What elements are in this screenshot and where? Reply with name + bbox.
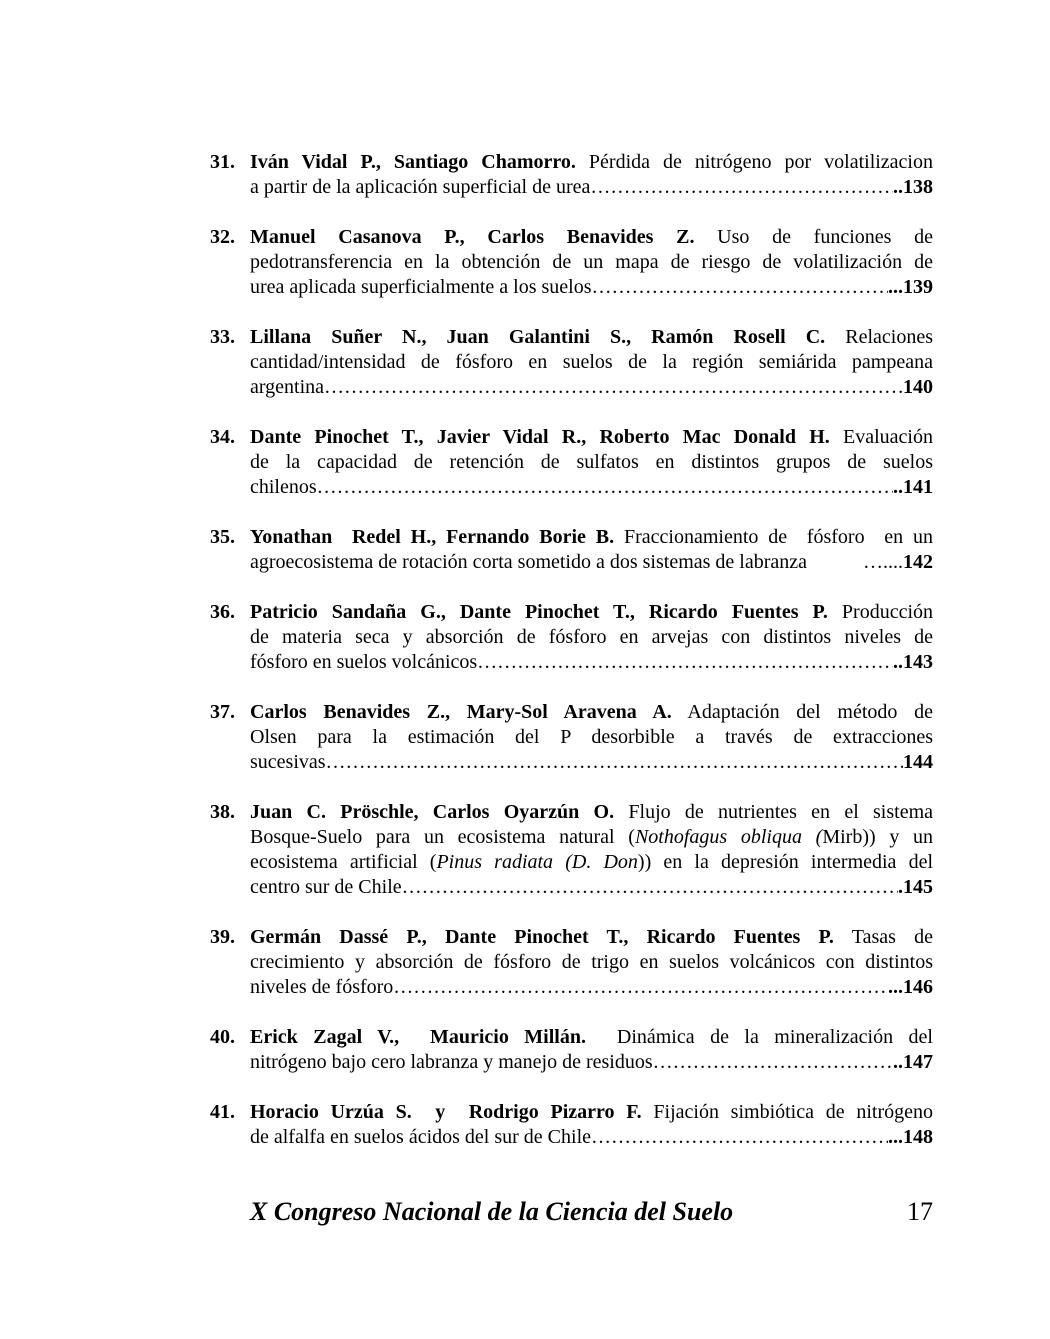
entry-body [250,325,933,400]
entry-title-line: Mirb)) y un [822,826,933,848]
toc-entry [210,1100,933,1150]
entry-title-line: Pérdida de nitrógeno por volatilizacion [588,151,933,173]
dot-leader [326,750,903,775]
entry-title-line: centro sur de Chile [250,876,402,898]
dot-leader [477,650,893,675]
entry-number: 32. [210,226,235,248]
entry-title-line: chilenos [250,476,317,498]
entry-body [250,525,933,575]
entry-title-line: Flujo de nutrientes en el sistema [628,801,933,823]
entry-title-line: Bosque-Suelo para un ecosistema natural ( [250,826,635,848]
toc-entry [210,600,933,675]
entry-title-line: agroecosistema de rotación corta sometido a dos sistemas de labranza [250,551,808,573]
entry-title-line: Adaptación del método de [687,701,933,723]
species-name: Pinus radiata (D. Don [436,851,638,873]
entry-title-line: Dinámica de la mineralización del [601,1026,933,1048]
entry-page-number[interactable]: 144 [903,751,933,773]
entry-title-line: de materia seca y absorción de fósforo en arvejas con distintos niveles de [250,626,933,648]
entry-number: 33. [210,326,235,348]
entry-number: 41. [210,1101,235,1123]
table-of-contents [210,150,933,1175]
entry-title-line: de alfalfa en suelos ácidos del sur de Chile [250,1126,591,1148]
entry-title-line: Producción [841,601,933,623]
entry-title-line: Olsen para la estimación del P desorbible a través de extracciones [250,726,933,748]
entry-authors: Dante Pinochet T., Javier Vidal R., Roberto Mac Donald H. [250,426,830,448]
entry-title-line: Fraccionamiento de fósforo en un [623,526,933,548]
entry-authors: Patricio Sandaña G., Dante Pinochet T., Ricardo Fuentes P. [250,601,828,623]
entry-title-line: sucesivas [250,751,326,773]
entry-title-line: cantidad/intensidad de fósforo en suelos de la región semiárida pampeana [250,351,933,373]
entry-title-line: a partir de la aplicación superficial de urea [250,176,591,198]
conference-title: X Congreso Nacional de la Ciencia del Suelo [250,1197,734,1226]
entry-title-line: crecimiento y absorción de fósforo de trigo en suelos volcánicos con distintos [250,951,933,973]
entry-title-line: fósforo en suelos volcánicos [250,651,478,673]
species-name: Nothofagus obliqua ( [634,826,823,848]
dot-leader [653,1050,893,1075]
page-footer [250,1196,933,1228]
toc-entry [210,1025,933,1075]
entry-page-number[interactable]: ...139 [888,276,933,298]
dot-leader [591,1125,888,1150]
entry-authors: Manuel Casanova P., Carlos Benavides Z. [250,226,695,248]
entry-page-number[interactable]: ..138 [893,176,933,198]
entry-authors: Lillana Suñer N., Juan Galantini S., Ramón Rosell C. [250,326,826,348]
entry-number: 31. [210,151,235,173]
entry-page-number[interactable]: …....142 [863,551,933,573]
dot-leader [592,275,888,300]
entry-title-line: nitrógeno bajo cero labranza y manejo de residuos [250,1051,653,1073]
entry-title-line: Relaciones [845,326,933,348]
dot-leader [324,375,903,400]
entry-page-number[interactable]: .145 [898,876,933,898]
entry-number: 35. [210,526,235,548]
entry-body [250,150,933,200]
entry-body [250,925,933,1000]
entry-page-number[interactable]: ..147 [893,1051,933,1073]
toc-entry [210,800,933,900]
entry-page-number[interactable]: ...146 [888,976,933,998]
toc-entry [210,925,933,1000]
entry-title-line: )) en la depresión intermedia del [637,851,933,873]
dot-leader [317,475,893,500]
toc-entry [210,225,933,300]
entry-authors: Carlos Benavides Z., Mary-Sol Aravena A. [250,701,672,723]
entry-title-line: Fijación simbiótica de nitrógeno [653,1101,933,1123]
entry-page-number[interactable]: 140 [903,376,933,398]
entry-body [250,600,933,675]
entry-title-line: argentina [250,376,325,398]
entry-authors: Juan C. Pröschle, Carlos Oyarzún O. [250,801,615,823]
entry-title-line: Uso de funciones de [717,226,933,248]
entry-number: 39. [210,926,235,948]
entry-body [250,1025,933,1075]
dot-leader [393,975,888,1000]
entry-authors: Horacio Urzúa S. y Rodrigo Pizarro F. [250,1101,642,1123]
toc-entry [210,525,933,575]
entry-authors: Erick Zagal V., Mauricio Millán. [250,1026,586,1048]
toc-entry [210,700,933,775]
entry-title-line: Evaluación [843,426,933,448]
toc-entry [210,325,933,400]
entry-title-line: niveles de fósforo [250,976,394,998]
entry-body [250,225,933,300]
entry-page-number[interactable]: ...148 [888,1126,933,1148]
entry-number: 37. [210,701,235,723]
entry-page-number[interactable]: ..143 [893,651,933,673]
entry-authors: Germán Dassé P., Dante Pinochet T., Ricardo Fuentes P. [250,926,834,948]
entry-body [250,425,933,500]
entry-title-line: Tasas de [851,926,933,948]
entry-number: 38. [210,801,235,823]
entry-number: 36. [210,601,235,623]
entry-body [250,800,933,900]
entry-title-line: ecosistema artificial ( [250,851,437,873]
entry-body [250,1100,933,1150]
entry-title-line: urea aplicada superficialmente a los suelos [250,276,592,298]
dot-leader [402,875,898,900]
toc-entry [210,150,933,200]
toc-entry [210,425,933,500]
entry-authors: Yonathan Redel H., Fernando Borie B. [250,526,615,548]
entry-page-number[interactable]: ..141 [893,476,933,498]
entry-number: 34. [210,426,235,448]
entry-title-line: de la capacidad de retención de sulfatos en distintos grupos de suelos [250,451,933,473]
entry-title-line: pedotransferencia en la obtención de un mapa de riesgo de volatilización de [250,251,933,273]
entry-number: 40. [210,1026,235,1048]
entry-authors: Iván Vidal P., Santiago Chamorro. [250,151,576,173]
dot-leader [590,175,893,200]
entry-body [250,700,933,775]
page-number: 17 [907,1197,933,1226]
